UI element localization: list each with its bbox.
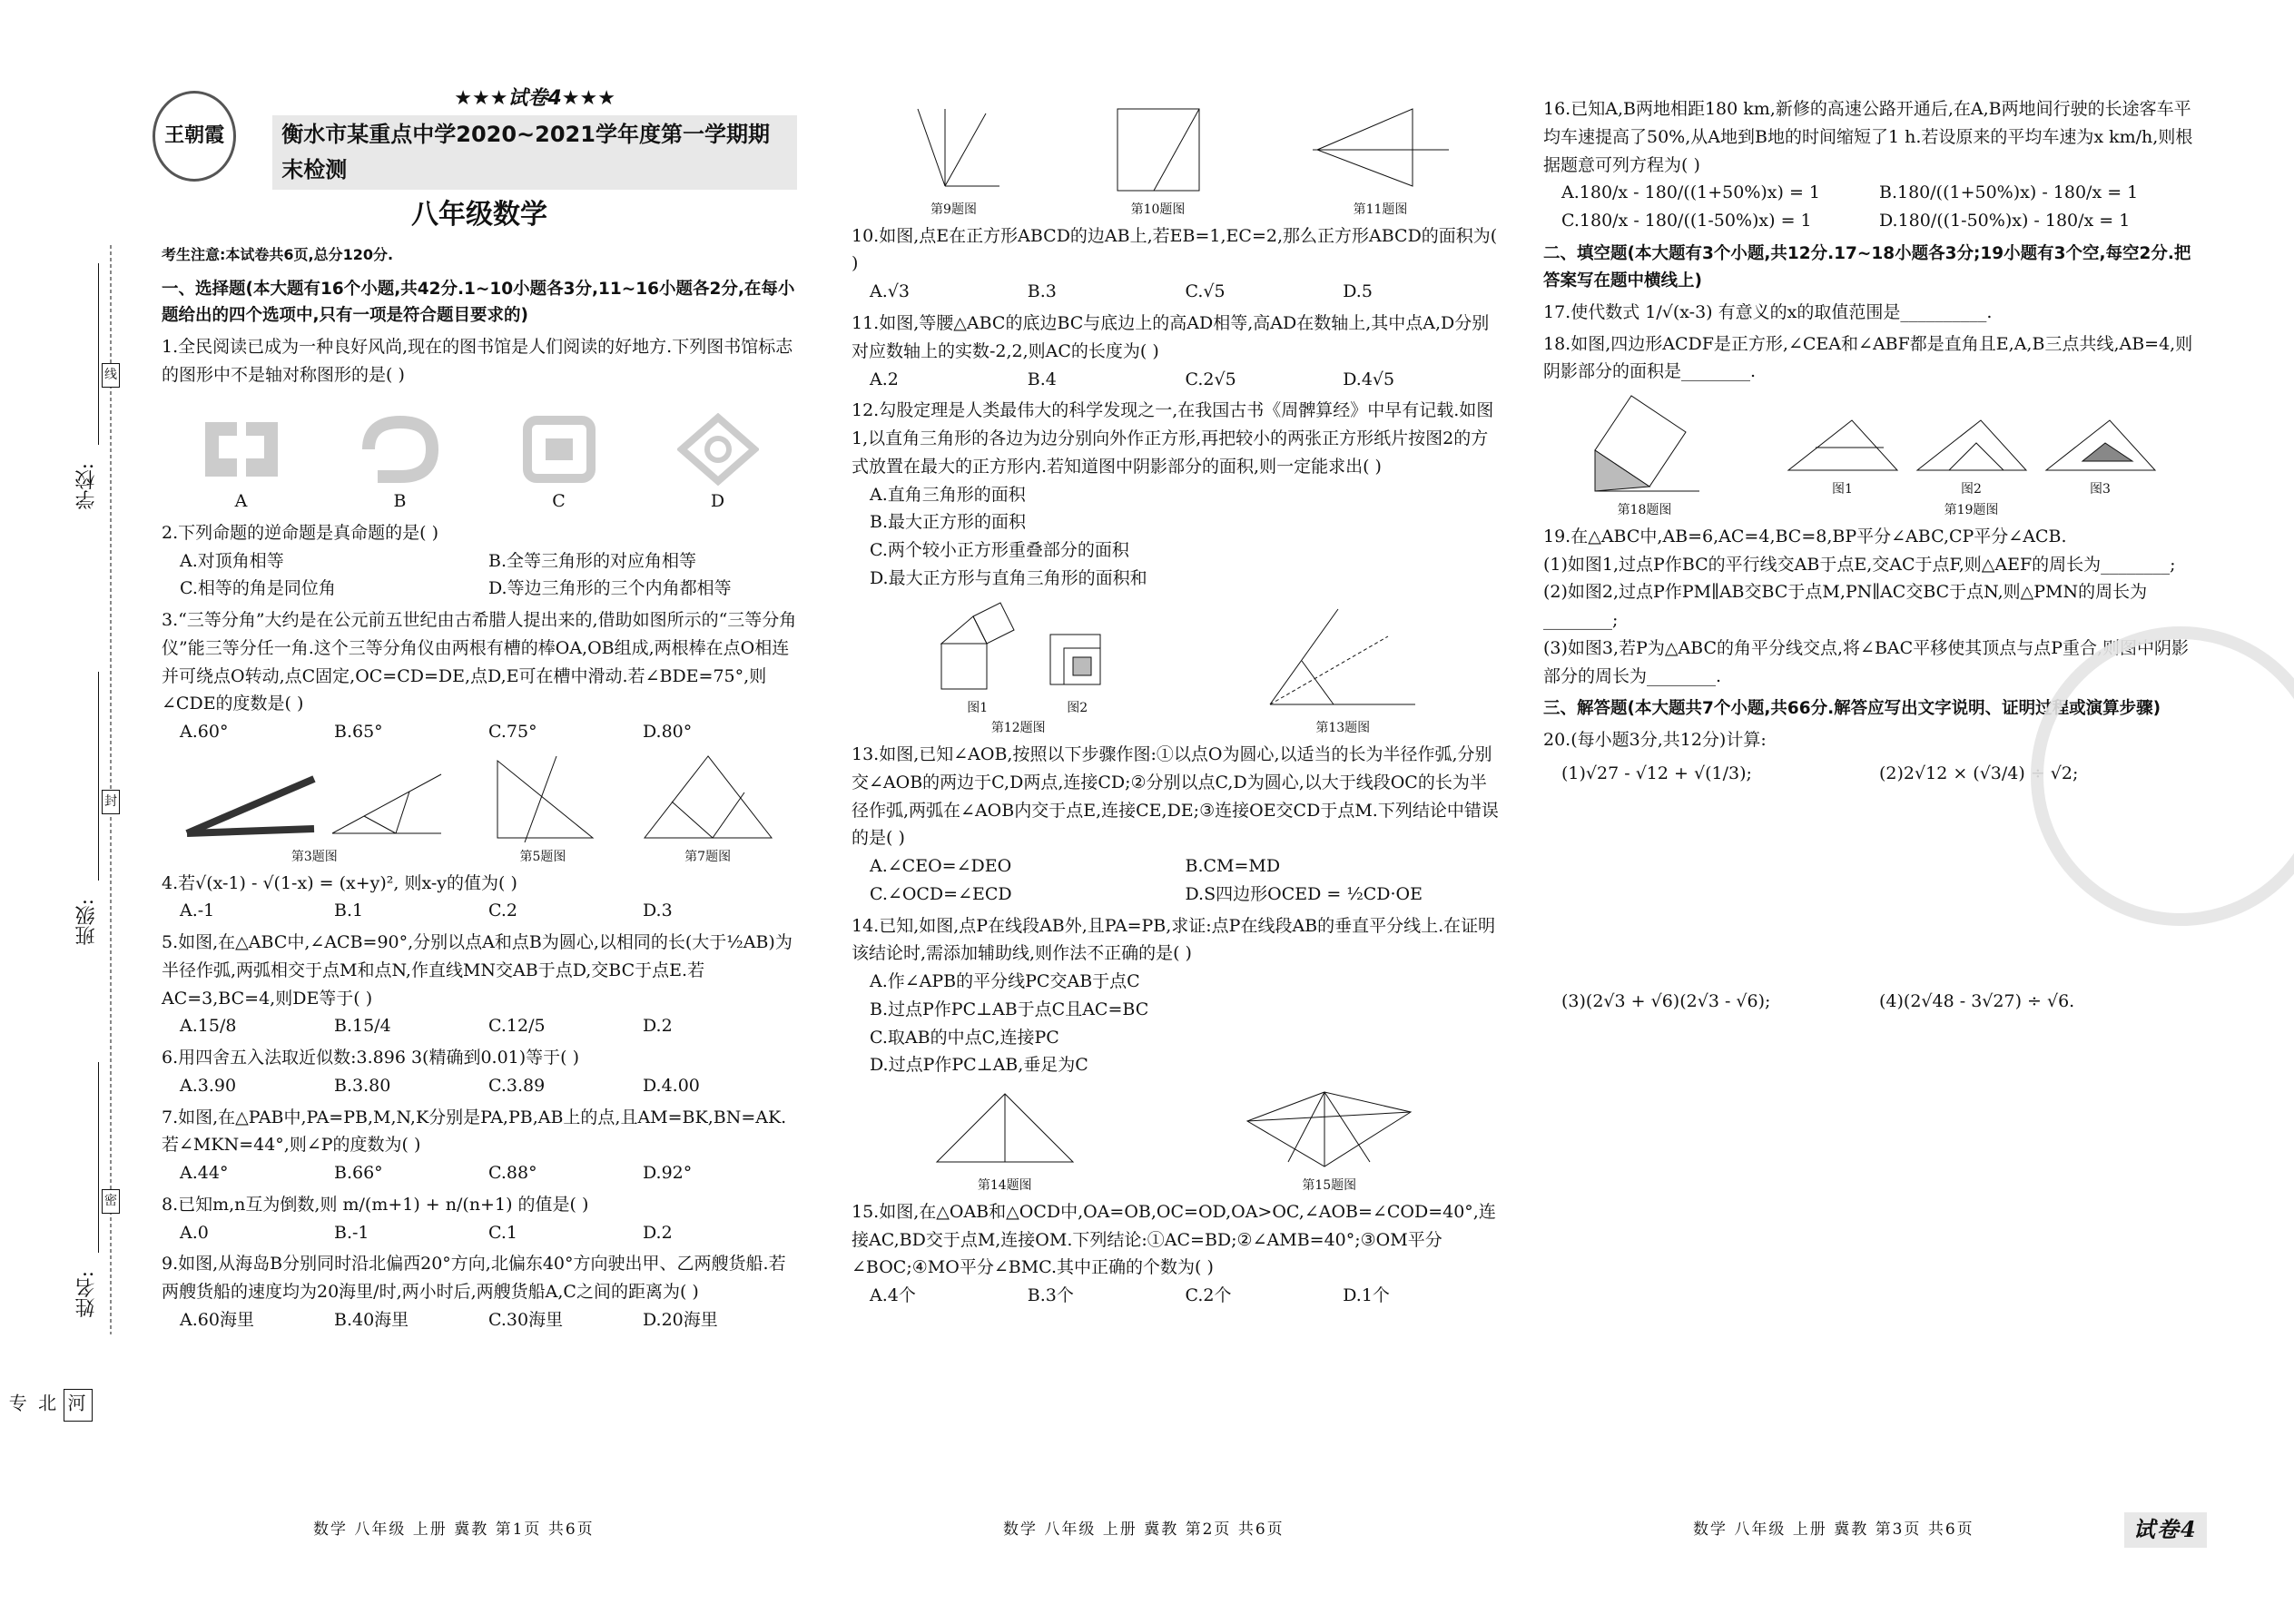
- question-1-options: [162, 487, 797, 516]
- q12-option-d[interactable]: D.最大正方形与直角三角形的面积和: [870, 567, 1147, 588]
- figure-15-diagram: [1234, 1085, 1424, 1176]
- q14-option-b[interactable]: B.过点P作PC⊥AB于点C且AC=BC: [870, 999, 1149, 1019]
- trisector-diagram: [178, 761, 450, 847]
- section-3-title: 三、解答题(本大题共7个小题,共66分.解答应写出文字说明、证明过程或演算步骤): [1543, 699, 2161, 719]
- question-15-options: [852, 1282, 1501, 1310]
- figures-row-4: [852, 1085, 1501, 1196]
- question-19-part-1: (1)如图1,过点P作BC的平行线交AB于点E,交AC于点F,则△AEF的周长为________;: [1543, 554, 2176, 575]
- figure-18-caption: 第18题图: [1617, 503, 1672, 518]
- figure-18-diagram: [1581, 391, 1708, 500]
- figure-9: [900, 100, 1009, 221]
- question-18-stem: 18.如图,四边形ACDF是正方形,∠CEA和∠ABF都是直角且E,A,B三点共线,AB=4,则阴影部分的面积是________.: [1543, 333, 2193, 382]
- q13-option-d[interactable]: D.S四边形OCED = ½CD·OE: [1185, 883, 1423, 904]
- q10-option-b[interactable]: B.3: [1027, 281, 1057, 302]
- question-19-part-2: (2)如图2,过点P作PM∥AB交BC于点M,PN∥AC交BC于点N,则△PMN的周长为________;: [1543, 582, 2148, 631]
- q9-option-c[interactable]: C.30海里: [488, 1310, 564, 1331]
- q11-option-b[interactable]: B.4: [1027, 369, 1057, 389]
- figure-12-1-caption: 图1: [967, 700, 989, 715]
- footer-page-1: 数学 八年级 上册 冀教 第1页 共6页: [313, 1521, 595, 1539]
- q5-option-d[interactable]: D.2: [643, 1016, 673, 1037]
- q2-option-c[interactable]: C.相等的角是同位角: [180, 578, 336, 599]
- figure-12-2-caption: 图2: [1067, 700, 1088, 715]
- question-10-options: [852, 278, 1501, 306]
- figure-3-caption: 第3题图: [290, 849, 338, 864]
- question-20-stem: 20.(每小题3分,共12分)计算:: [1543, 730, 1767, 751]
- library-logos: [162, 395, 797, 486]
- q14-option-d[interactable]: D.过点P作PC⊥AB,垂足为C: [870, 1055, 1088, 1076]
- q20-answer-space-2[interactable]: [1543, 1016, 2197, 1197]
- brand-text: 王朝霞: [164, 124, 225, 148]
- q1-option-b[interactable]: B: [393, 490, 407, 511]
- question-14-stem: 14.已知,如图,点P在线段AB外,且PA=PB,求证:点P在线段AB的垂直平分线上.在证明该结论时,需添加辅助线,则作法不正确的是( ): [852, 915, 1496, 964]
- figure-15: [1234, 1085, 1424, 1196]
- q20-part-1: (1)√27 - √12 + √(1/3);: [1561, 763, 1752, 784]
- figure-5-caption: 第5题图: [519, 849, 566, 864]
- page-2: [852, 100, 1501, 1314]
- figure-19-2-diagram: [1913, 416, 2031, 479]
- seal-line-label: 线: [102, 363, 120, 388]
- q2-option-d[interactable]: D.等边三角形的三个内角都相等: [488, 578, 732, 599]
- q1-option-a[interactable]: A: [234, 490, 248, 511]
- edition-label: 河北专: [64, 1389, 93, 1422]
- question-5-options: [162, 1012, 797, 1040]
- q8-option-c[interactable]: C.1: [488, 1222, 517, 1243]
- question-18: [1543, 330, 2197, 387]
- seal-secret-label: 密: [102, 1189, 120, 1214]
- question-2-options: [162, 547, 797, 604]
- logo-d-icon: [677, 413, 759, 486]
- question-20-parts-row-2: [1543, 988, 2197, 1016]
- figure-7: [635, 752, 781, 868]
- name-label: 姓名:: [75, 1271, 98, 1318]
- page-1: [162, 86, 797, 1338]
- q5-option-a[interactable]: A.15/8: [180, 1016, 237, 1037]
- figure-14-diagram: [928, 1085, 1082, 1176]
- q11-option-d[interactable]: D.4√5: [1343, 369, 1395, 389]
- question-14: [852, 912, 1501, 1080]
- figure-19-2-caption: 图2: [1961, 482, 1982, 497]
- q15-option-d[interactable]: D.1个: [1343, 1285, 1390, 1306]
- question-1: [162, 333, 797, 515]
- q20-part-3: (3)(2√3 + √6)(2√3 - √6);: [1561, 990, 1771, 1011]
- question-19-part-3: (3)如图3,若P为△ABC的角平分线交点,将∠BAC平移使其顶点与点P重合,则图中阴影部分的周长为________.: [1543, 637, 2190, 686]
- class-label: 班级:: [75, 899, 98, 946]
- exam-title: 衡水市某重点中学2020~2021学年度第一学期期末检测: [272, 115, 797, 190]
- figure-13: [1261, 600, 1424, 739]
- question-16: [1543, 95, 2197, 235]
- figure-14: [928, 1085, 1082, 1196]
- q2-option-a[interactable]: A.对顶角相等: [180, 550, 284, 571]
- question-2: [162, 519, 797, 603]
- question-19-stem: 19.在△ABC中,AB=6,AC=4,BC=8,BP平分∠ABC,CP平分∠ACB.: [1543, 526, 2067, 546]
- question-4-stem: 4.若√(x-1) - √(1-x) = (x+y)², 则x-y的值为( ): [162, 872, 517, 893]
- figure-13-caption: 第13题图: [1315, 721, 1371, 736]
- question-7-stem: 7.如图,在△PAB中,PA=PB,M,N,K分别是PA,PB,AB上的点,且AM=BK,BN=AK.若∠MKN=44°,则∠P的度数为( ): [162, 1107, 787, 1156]
- q11-option-c[interactable]: C.2√5: [1185, 369, 1236, 389]
- q8-option-a[interactable]: A.0: [180, 1222, 209, 1243]
- q7-option-c[interactable]: C.88°: [488, 1163, 537, 1184]
- section-2-title: 二、填空题(本大题有3个小题,共12分.17~18小题各3分;19小题有3个空,每空2分.把答案写在题中横线上): [1543, 243, 2191, 290]
- figure-3: [178, 761, 450, 868]
- question-10-stem: 10.如图,点E在正方形ABCD的边AB上,若EB=1,EC=2,那么正方形ABCD的面积为( ): [852, 225, 1498, 274]
- q10-option-d[interactable]: D.5: [1343, 281, 1373, 302]
- footer-page-3: 数学 八年级 上册 冀教 第3页 共6页: [1693, 1521, 1974, 1539]
- q1-option-d[interactable]: D: [710, 490, 725, 511]
- q13-option-a[interactable]: A.∠CEO=∠DEO: [870, 856, 1012, 877]
- question-11-stem: 11.如图,等腰△ABC的底边BC与底边上的高AD相等,高AD在数轴上,其中点A,D分别对应数轴上的实数-2,2,则AC的长度为( ): [852, 312, 1490, 361]
- q3-option-d[interactable]: D.80°: [643, 722, 693, 743]
- figure-12: [928, 598, 1109, 739]
- figure-19-1-caption: 图1: [1832, 482, 1853, 497]
- q6-option-b[interactable]: B.3.80: [334, 1075, 391, 1096]
- q4-option-d[interactable]: D.3: [643, 901, 673, 921]
- q12-option-c[interactable]: C.两个较小正方形重叠部分的面积: [870, 540, 1129, 561]
- question-10: [852, 222, 1501, 306]
- question-8-options: [162, 1219, 797, 1247]
- figure-11: [1308, 100, 1453, 221]
- question-4: [162, 870, 797, 926]
- figure-19-caption: 第19题图: [1944, 503, 1999, 518]
- q8-option-d[interactable]: D.2: [643, 1222, 673, 1243]
- q9-option-d[interactable]: D.20海里: [643, 1310, 718, 1331]
- brand-logo: [153, 91, 236, 182]
- q14-option-c[interactable]: C.取AB的中点C,连接PC: [870, 1027, 1059, 1048]
- school-label: 学校:: [75, 463, 98, 510]
- question-6-options: [162, 1072, 797, 1100]
- logo-b-icon: [359, 413, 441, 486]
- figure-12-2-diagram: [1046, 625, 1109, 698]
- q8-option-b[interactable]: B.-1: [334, 1222, 369, 1243]
- question-5-stem: 5.如图,在△ABC中,∠ACB=90°,分别以点A和点B为圆心,以相同的长(大于½AB)为半径作弧,两弧相交于点M和点N,作直线MN交AB于点D,交BC于点E.若AC=3,BC=4,则DE等于( ): [162, 932, 793, 1009]
- question-6: [162, 1044, 797, 1100]
- footer-tag: 试卷4: [2124, 1512, 2207, 1548]
- question-17-stem: 17.使代数式 1/√(x-3) 有意义的x的取值范围是__________.: [1543, 301, 1993, 322]
- q16-option-d[interactable]: D.180/((1-50%)x) - 180/x = 1: [1879, 211, 2131, 231]
- q3-option-a[interactable]: A.60°: [180, 722, 229, 743]
- question-7-options: [162, 1159, 797, 1187]
- logo-a-icon: [201, 413, 282, 486]
- question-12: [852, 397, 1501, 592]
- question-12-stem: 12.勾股定理是人类最伟大的科学发现之一,在我国古书《周髀算经》中早有记载.如图1,以直角三角形的各边为边分别向外作正方形,再把较小的两张正方形纸片按图2的方式放置在最大的正方形内.若知道图中阴影部分的面积,则一定能求出( ): [852, 400, 1494, 477]
- question-8: [162, 1191, 797, 1247]
- q3-option-c[interactable]: C.75°: [488, 722, 537, 743]
- q5-option-c[interactable]: C.12/5: [488, 1016, 546, 1037]
- q14-option-a[interactable]: A.作∠APB的平分线PC交AB于点C: [870, 971, 1140, 992]
- class-blank[interactable]: [98, 672, 99, 881]
- figure-11-diagram: [1308, 100, 1453, 200]
- figure-12-1-diagram: [928, 598, 1028, 698]
- binding-margin: [5, 227, 127, 1417]
- question-3: [162, 606, 797, 746]
- q4-option-a[interactable]: A.-1: [180, 901, 215, 921]
- figure-19: [1784, 416, 2160, 520]
- q10-option-c[interactable]: C.√5: [1185, 281, 1226, 302]
- figures-row-2: [852, 100, 1501, 221]
- logo-c-icon: [518, 413, 600, 486]
- question-8-stem: 8.已知m,n互为倒数,则 m/(m+1) + n/(n+1) 的值是( ): [162, 1194, 589, 1215]
- q12-option-a[interactable]: A.直角三角形的面积: [870, 484, 1026, 505]
- q12-option-b[interactable]: B.最大正方形的面积: [870, 512, 1027, 533]
- paper-number: ★★★试卷4★★★: [454, 87, 615, 111]
- q20-part-2: (2)2√12 × (√3/4) ÷ √2;: [1879, 763, 2079, 784]
- figure-7-caption: 第7题图: [684, 849, 732, 864]
- question-14-options: [852, 968, 1501, 1079]
- figure-12-caption: 第12题图: [990, 721, 1046, 736]
- figure-9-caption: 第9题图: [930, 202, 977, 217]
- question-9-options: [162, 1306, 797, 1334]
- subject-title: 八年级数学: [411, 199, 547, 231]
- q13-option-b[interactable]: B.CM=MD: [1185, 856, 1281, 877]
- section-1-title: 一、选择题(本大题有16个小题,共42分.1~10小题各3分,11~16小题各2分,在每小题给出的四个选项中,只有一项是符合题目要求的): [162, 279, 795, 326]
- figure-10-diagram: [1104, 100, 1213, 200]
- question-2-stem: 2.下列命题的逆命题是真命题的是( ): [162, 522, 438, 543]
- question-4-options: [162, 897, 797, 925]
- question-11: [852, 310, 1501, 393]
- q3-option-b[interactable]: B.65°: [334, 722, 383, 743]
- q10-option-a[interactable]: A.√3: [870, 281, 910, 302]
- question-1-stem: 1.全民阅读已成为一种良好风尚,现在的图书馆是人们阅读的好地方.下列图书馆标志的图形中不是轴对称图形的是( ): [162, 337, 793, 386]
- figure-7-diagram: [635, 752, 781, 847]
- figure-14-caption: 第14题图: [977, 1178, 1032, 1194]
- figure-10: [1104, 100, 1213, 221]
- figure-9-diagram: [900, 100, 1009, 200]
- question-12-options: [852, 481, 1501, 593]
- q4-option-b[interactable]: B.1: [334, 901, 364, 921]
- question-5: [162, 929, 797, 1040]
- q6-option-d[interactable]: D.4.00: [643, 1075, 700, 1096]
- q1-option-c[interactable]: C: [552, 490, 566, 511]
- question-3-stem: 3.“三等分角”大约是在公元前五世纪由古希腊人提出来的,借助如图所示的“三等分角仪”能三等分任一角.这个三等分角仪由两根有槽的棒OA,OB组成,两根棒在点O相连并可绕点O转动,点C固定,OC=CD=DE,点D,E可在槽中滑动.若∠BDE=75°,则∠CDE的度数是( ): [162, 610, 797, 714]
- figure-11-caption: 第11题图: [1353, 202, 1408, 217]
- question-9-stem: 9.如图,从海岛B分别同时沿北偏西20°方向,北偏东40°方向驶出甲、乙两艘货船.若两艘货船的速度均为20海里/时,两小时后,两艘货船A,C之间的距离为( ): [162, 1254, 786, 1303]
- q4-option-c[interactable]: C.2: [488, 901, 517, 921]
- q15-option-b[interactable]: B.3个: [1027, 1285, 1074, 1306]
- question-13-stem: 13.如图,已知∠AOB,按照以下步骤作图:①以点O为圆心,以适当的长为半径作弧,分别交∠AOB的两边于C,D两点,连接CD;②分别以点C,D为圆心,以大于线段OC的长为半径作弧,两弧在∠AOB内交于点E,连接CE,DE;③连接OE交CD于点M.下列结论中错误的是( ): [852, 743, 1499, 849]
- figure-5: [484, 752, 602, 868]
- question-7: [162, 1104, 797, 1187]
- q9-option-b[interactable]: B.40海里: [334, 1310, 409, 1331]
- q6-option-a[interactable]: A.3.90: [180, 1075, 237, 1096]
- figures-row-3: [852, 598, 1501, 739]
- question-9: [162, 1250, 797, 1334]
- name-blank[interactable]: [98, 1062, 99, 1253]
- q13-option-c[interactable]: C.∠OCD=∠ECD: [870, 883, 1012, 904]
- q16-option-b[interactable]: B.180/((1+50%)x) - 180/x = 1: [1879, 182, 2139, 203]
- question-6-stem: 6.用四舍五入法取近似数:3.896 3(精确到0.01)等于( ): [162, 1048, 580, 1068]
- question-15-stem: 15.如图,在△OAB和△OCD中,OA=OB,OC=OD,OA>OC,∠AOB=∠COD=40°,连接AC,BD交于点M,连接OM.下列结论:①AC=BD;②∠AMB=40°;③OM平分∠BOC;④MO平分∠BMC.其中正确的个数为( ): [852, 1201, 1496, 1278]
- figure-19-1-diagram: [1784, 416, 1902, 479]
- figure-19-3-diagram: [2042, 416, 2160, 479]
- question-17: [1543, 299, 2197, 327]
- figure-13-diagram: [1261, 600, 1424, 718]
- header: [162, 86, 797, 186]
- q7-option-b[interactable]: B.66°: [334, 1163, 383, 1184]
- question-16-stem: 16.已知A,B两地相距180 km,新修的高速公路开通后,在A,B两地间行驶的长途客车平均车速提高了50%,从A地到B地的时间缩短了1 h.若设原来的平均车速为x km/h,则根据题意可列方程为( ): [1543, 99, 2193, 175]
- q20-part-4: (4)(2√48 - 3√27) ÷ √6.: [1879, 990, 2075, 1011]
- figures-row-1: [162, 752, 797, 868]
- q16-option-c[interactable]: C.180/x - 180/((1-50%)x) = 1: [1561, 211, 1812, 231]
- figure-10-caption: 第10题图: [1130, 202, 1186, 217]
- q15-option-c[interactable]: C.2个: [1185, 1285, 1232, 1306]
- figures-row-5: [1543, 391, 2197, 521]
- q7-option-a[interactable]: A.44°: [180, 1163, 229, 1184]
- q6-option-c[interactable]: C.3.89: [488, 1075, 546, 1096]
- figure-5-diagram: [484, 752, 602, 847]
- figure-19-3-caption: 图3: [2090, 482, 2111, 497]
- question-3-options: [162, 718, 797, 746]
- q2-option-b[interactable]: B.全等三角形的对应角相等: [488, 550, 697, 571]
- q9-option-a[interactable]: A.60海里: [180, 1310, 254, 1331]
- question-13: [852, 741, 1501, 909]
- exam-notice: 考生注意:本试卷共6页,总分120分.: [162, 245, 394, 263]
- question-15: [852, 1198, 1501, 1310]
- footer-page-2: 数学 八年级 上册 冀教 第2页 共6页: [1003, 1521, 1285, 1539]
- question-13-options: [852, 852, 1501, 909]
- q11-option-a[interactable]: A.2: [870, 369, 899, 389]
- q16-option-a[interactable]: A.180/x - 180/((1+50%)x) = 1: [1561, 182, 1820, 203]
- q7-option-d[interactable]: D.92°: [643, 1163, 693, 1184]
- page-3: [1543, 95, 2197, 1201]
- q5-option-b[interactable]: B.15/4: [334, 1016, 391, 1037]
- seal-seal-label: 封: [102, 790, 120, 814]
- school-blank[interactable]: [98, 263, 99, 445]
- q15-option-a[interactable]: A.4个: [870, 1285, 916, 1306]
- figure-18: [1581, 391, 1708, 521]
- question-16-options: [1543, 179, 2197, 235]
- figure-15-caption: 第15题图: [1302, 1178, 1357, 1194]
- question-11-options: [852, 366, 1501, 394]
